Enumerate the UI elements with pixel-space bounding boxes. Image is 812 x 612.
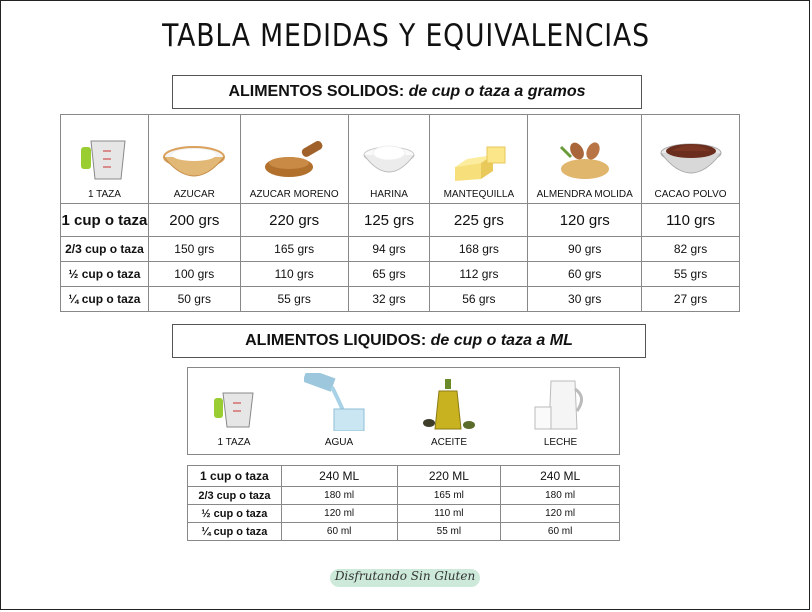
row-label: ¼ cup o taza (61, 287, 149, 312)
table-cell: 60 grs (528, 262, 642, 287)
table-cell: 55 grs (240, 287, 348, 312)
table-cell: 240 ML (501, 466, 620, 487)
solids-item-cocoa (642, 115, 740, 204)
page-title: TABLA MEDIDAS Y EQUIVALENCIAS (162, 18, 650, 54)
table-cell: 94 grs (348, 237, 430, 262)
table-cell: 110 grs (240, 262, 348, 287)
solids-label-flour: HARINA (370, 189, 408, 200)
table-cell: 120 ml (281, 505, 397, 523)
table-cell: 225 grs (430, 204, 528, 237)
row-label: 2/3 cup o taza (188, 487, 282, 505)
solids-label-cocoa: CACAO POLVO (654, 189, 727, 200)
table-cell: 180 ml (501, 487, 620, 505)
table-cell: 125 grs (348, 204, 430, 237)
signature-logo (320, 565, 490, 591)
table-row (188, 505, 620, 523)
solids-item-butter (430, 115, 528, 204)
table-row (61, 262, 740, 287)
table-row (61, 204, 740, 237)
butter-icon (447, 137, 511, 183)
signature-text: Disfrutando Sin Gluten (334, 569, 476, 583)
measuring-cup-icon (75, 137, 133, 183)
solids-item-cup (61, 115, 149, 204)
liquids-image-border (187, 367, 620, 455)
brown-sugar-icon (261, 137, 327, 183)
liquids-label-oil: ACEITE (430, 437, 468, 448)
table-cell: 82 grs (642, 237, 740, 262)
solids-label-sugar: AZUCAR (173, 189, 215, 200)
liquids-label-milk: LECHE (543, 437, 578, 448)
solids-label-cup: 1 TAZA (87, 189, 121, 200)
liquids-table (187, 465, 620, 541)
table-row (188, 523, 620, 541)
table-cell: 150 grs (148, 237, 240, 262)
cocoa-powder-icon (658, 137, 724, 183)
solids-label-almond: ALMENDRA MOLIDA (536, 189, 633, 200)
table-cell: 180 ml (281, 487, 397, 505)
table-row (188, 466, 620, 487)
table-cell: 110 ml (397, 505, 501, 523)
table-cell: 120 ml (501, 505, 620, 523)
table-cell: 112 grs (430, 262, 528, 287)
table-cell: 50 grs (148, 287, 240, 312)
liquids-label-cup: 1 TAZA (217, 437, 251, 448)
solids-heading-bold: ALIMENTOS SOLIDOS: (228, 83, 405, 100)
solids-heading-italic: de cup o taza a gramos (408, 83, 586, 100)
table-cell: 32 grs (348, 287, 430, 312)
solids-item-almond (528, 115, 642, 204)
table-cell: 168 grs (430, 237, 528, 262)
table-cell: 110 grs (642, 204, 740, 237)
table-cell: 240 ML (281, 466, 397, 487)
table-row (188, 487, 620, 505)
table-row (61, 237, 740, 262)
table-cell: 220 grs (240, 204, 348, 237)
table-row (61, 287, 740, 312)
solids-image-row (61, 115, 740, 204)
table-cell: 55 ml (397, 523, 501, 541)
table-cell: 200 grs (148, 204, 240, 237)
table-cell: 90 grs (528, 237, 642, 262)
solids-item-sugar (148, 115, 240, 204)
table-cell: 30 grs (528, 287, 642, 312)
table-cell: 100 grs (148, 262, 240, 287)
sugar-bowl-icon (161, 137, 227, 183)
solids-item-flour (348, 115, 430, 204)
table-cell: 65 grs (348, 262, 430, 287)
row-label: 1 cup o taza (61, 204, 149, 237)
row-label: ½ cup o taza (188, 505, 282, 523)
solids-table (60, 114, 740, 312)
table-cell: 220 ML (397, 466, 501, 487)
row-label: 2/3 cup o taza (61, 237, 149, 262)
solids-label-butter: MANTEQUILLA (443, 189, 515, 200)
flour-bowl-icon (361, 137, 417, 183)
table-cell: 60 ml (281, 523, 397, 541)
row-label: ½ cup o taza (61, 262, 149, 287)
solids-item-brown-sugar (240, 115, 348, 204)
table-cell: 27 grs (642, 287, 740, 312)
liquids-heading-bold: ALIMENTOS LIQUIDOS: (245, 332, 427, 349)
table-cell: 56 grs (430, 287, 528, 312)
table-cell: 120 grs (528, 204, 642, 237)
table-cell: 60 ml (501, 523, 620, 541)
table-cell: 165 grs (240, 237, 348, 262)
table-cell: 165 ml (397, 487, 501, 505)
liquids-heading (172, 324, 646, 358)
ground-almond-icon (555, 137, 615, 183)
liquids-label-water: AGUA (324, 437, 354, 448)
solids-heading (172, 75, 642, 109)
solids-label-brown-sugar: AZUCAR MORENO (249, 189, 339, 200)
table-cell: 55 grs (642, 262, 740, 287)
row-label: 1 cup o taza (188, 466, 282, 487)
liquids-heading-italic: de cup o taza a ML (430, 332, 573, 349)
row-label: ¼ cup o taza (188, 523, 282, 541)
